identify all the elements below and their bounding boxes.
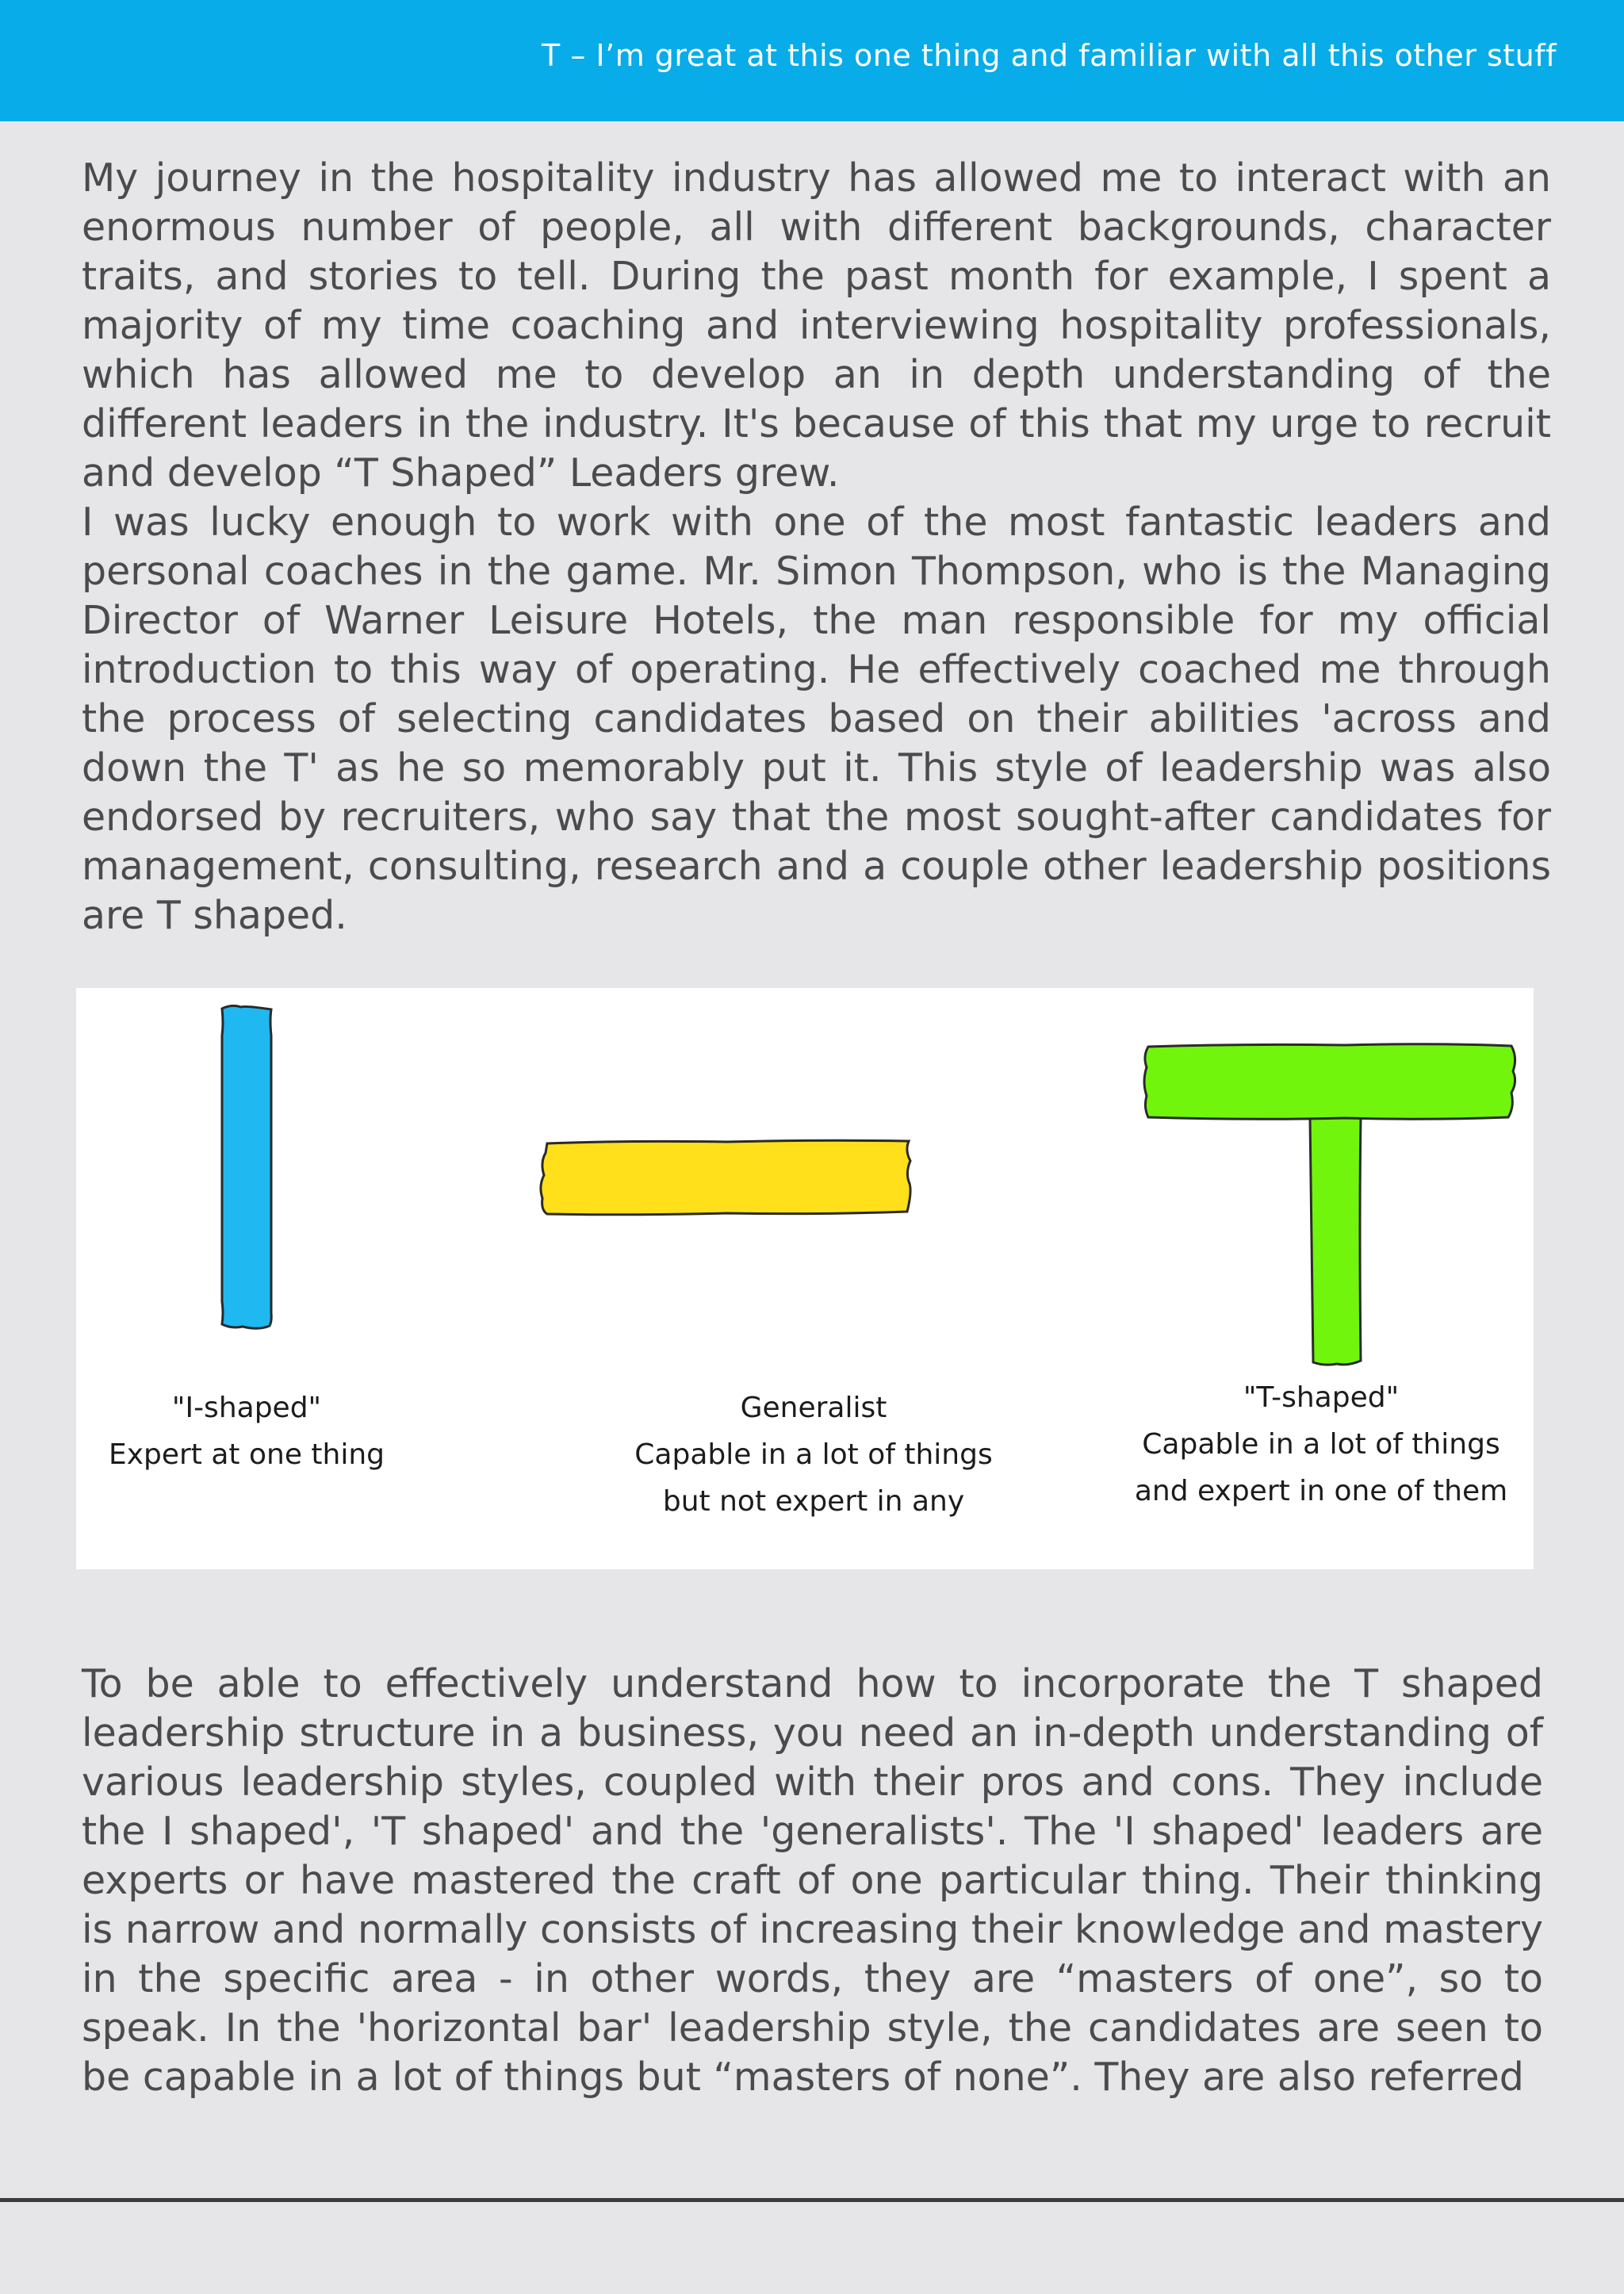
paragraph-leadership-styles: To be able to effectively understand how to incorporate the T shaped leadership structure in a business, you need an in-depth understanding of various leadership styles, coupled with their pros and cons. They include the I shaped', 'T shaped' and the 'generalists'. The 'I shaped' leaders are experts or have mastered the craft of one particular thing. Their thinking is narrow and normally consists of increasing their knowledge and mastery in the specific area - in other words, they are “masters of one”, so to speak. In the 'horizontal bar' leadership style, the candidates are seen to be capable in a lot of things but “masters of none”. They are also referred bbox=[82, 1661, 1543, 2100]
caption-i-shaped-title: "I-shaped" bbox=[171, 1392, 322, 1424]
page-header bbox=[0, 0, 1624, 121]
caption-t-shaped-line2: and expert in one of them bbox=[1134, 1475, 1508, 1507]
caption-generalist-line2: but not expert in any bbox=[662, 1485, 965, 1518]
t-shaped-stem bbox=[1310, 1117, 1361, 1365]
caption-generalist-title: Generalist bbox=[740, 1392, 887, 1424]
caption-t-shaped-title: "T-shaped" bbox=[1243, 1381, 1400, 1414]
paragraph-simon-thompson: I was lucky enough to work with one of the most fantastic leaders and personal coaches in the game. Mr. Simon Thompson, who is the Managing Director of Warner Leisure Hotels, the man responsible for my official introduction to this way of operating. He effectively coached me through the process of selecting candidates based on their abilities 'across and down the T' as he so memorably put it. This style of leadership was also endorsed by recruiters, who say that the most sought-after candidates for management, consulting, research and a couple other leadership positions are T shaped. bbox=[82, 500, 1551, 938]
caption-i-shaped bbox=[76, 1384, 417, 1478]
caption-generalist bbox=[520, 1384, 1107, 1525]
header-title: T – I’m great at this one thing and familiar with all this other stuff bbox=[542, 38, 1557, 73]
caption-generalist-line1: Capable in a lot of things bbox=[634, 1438, 993, 1471]
caption-i-shaped-line1: Expert at one thing bbox=[108, 1438, 385, 1471]
caption-t-shaped-line1: Capable in a lot of things bbox=[1142, 1428, 1500, 1461]
paragraph-intro: My journey in the hospitality industry has allowed me to interact with an enormous number of people, all with different backgrounds, character traits, and stories to tell. During the past month for example, I spent a majority of my time coaching and interviewing hospitality professionals, which has allowed me to develop an in depth understanding of the different leaders in the industry. It's because of this that my urge to recruit and develop “T Shaped” Leaders grew. bbox=[82, 155, 1551, 496]
caption-t-shaped bbox=[1099, 1374, 1543, 1515]
generalist-bar bbox=[541, 1140, 910, 1215]
i-shaped-bar bbox=[222, 1005, 271, 1328]
footer-divider bbox=[0, 2198, 1624, 2202]
t-shaped-figure bbox=[76, 988, 1534, 1569]
t-shaped-crossbar bbox=[1144, 1044, 1515, 1120]
